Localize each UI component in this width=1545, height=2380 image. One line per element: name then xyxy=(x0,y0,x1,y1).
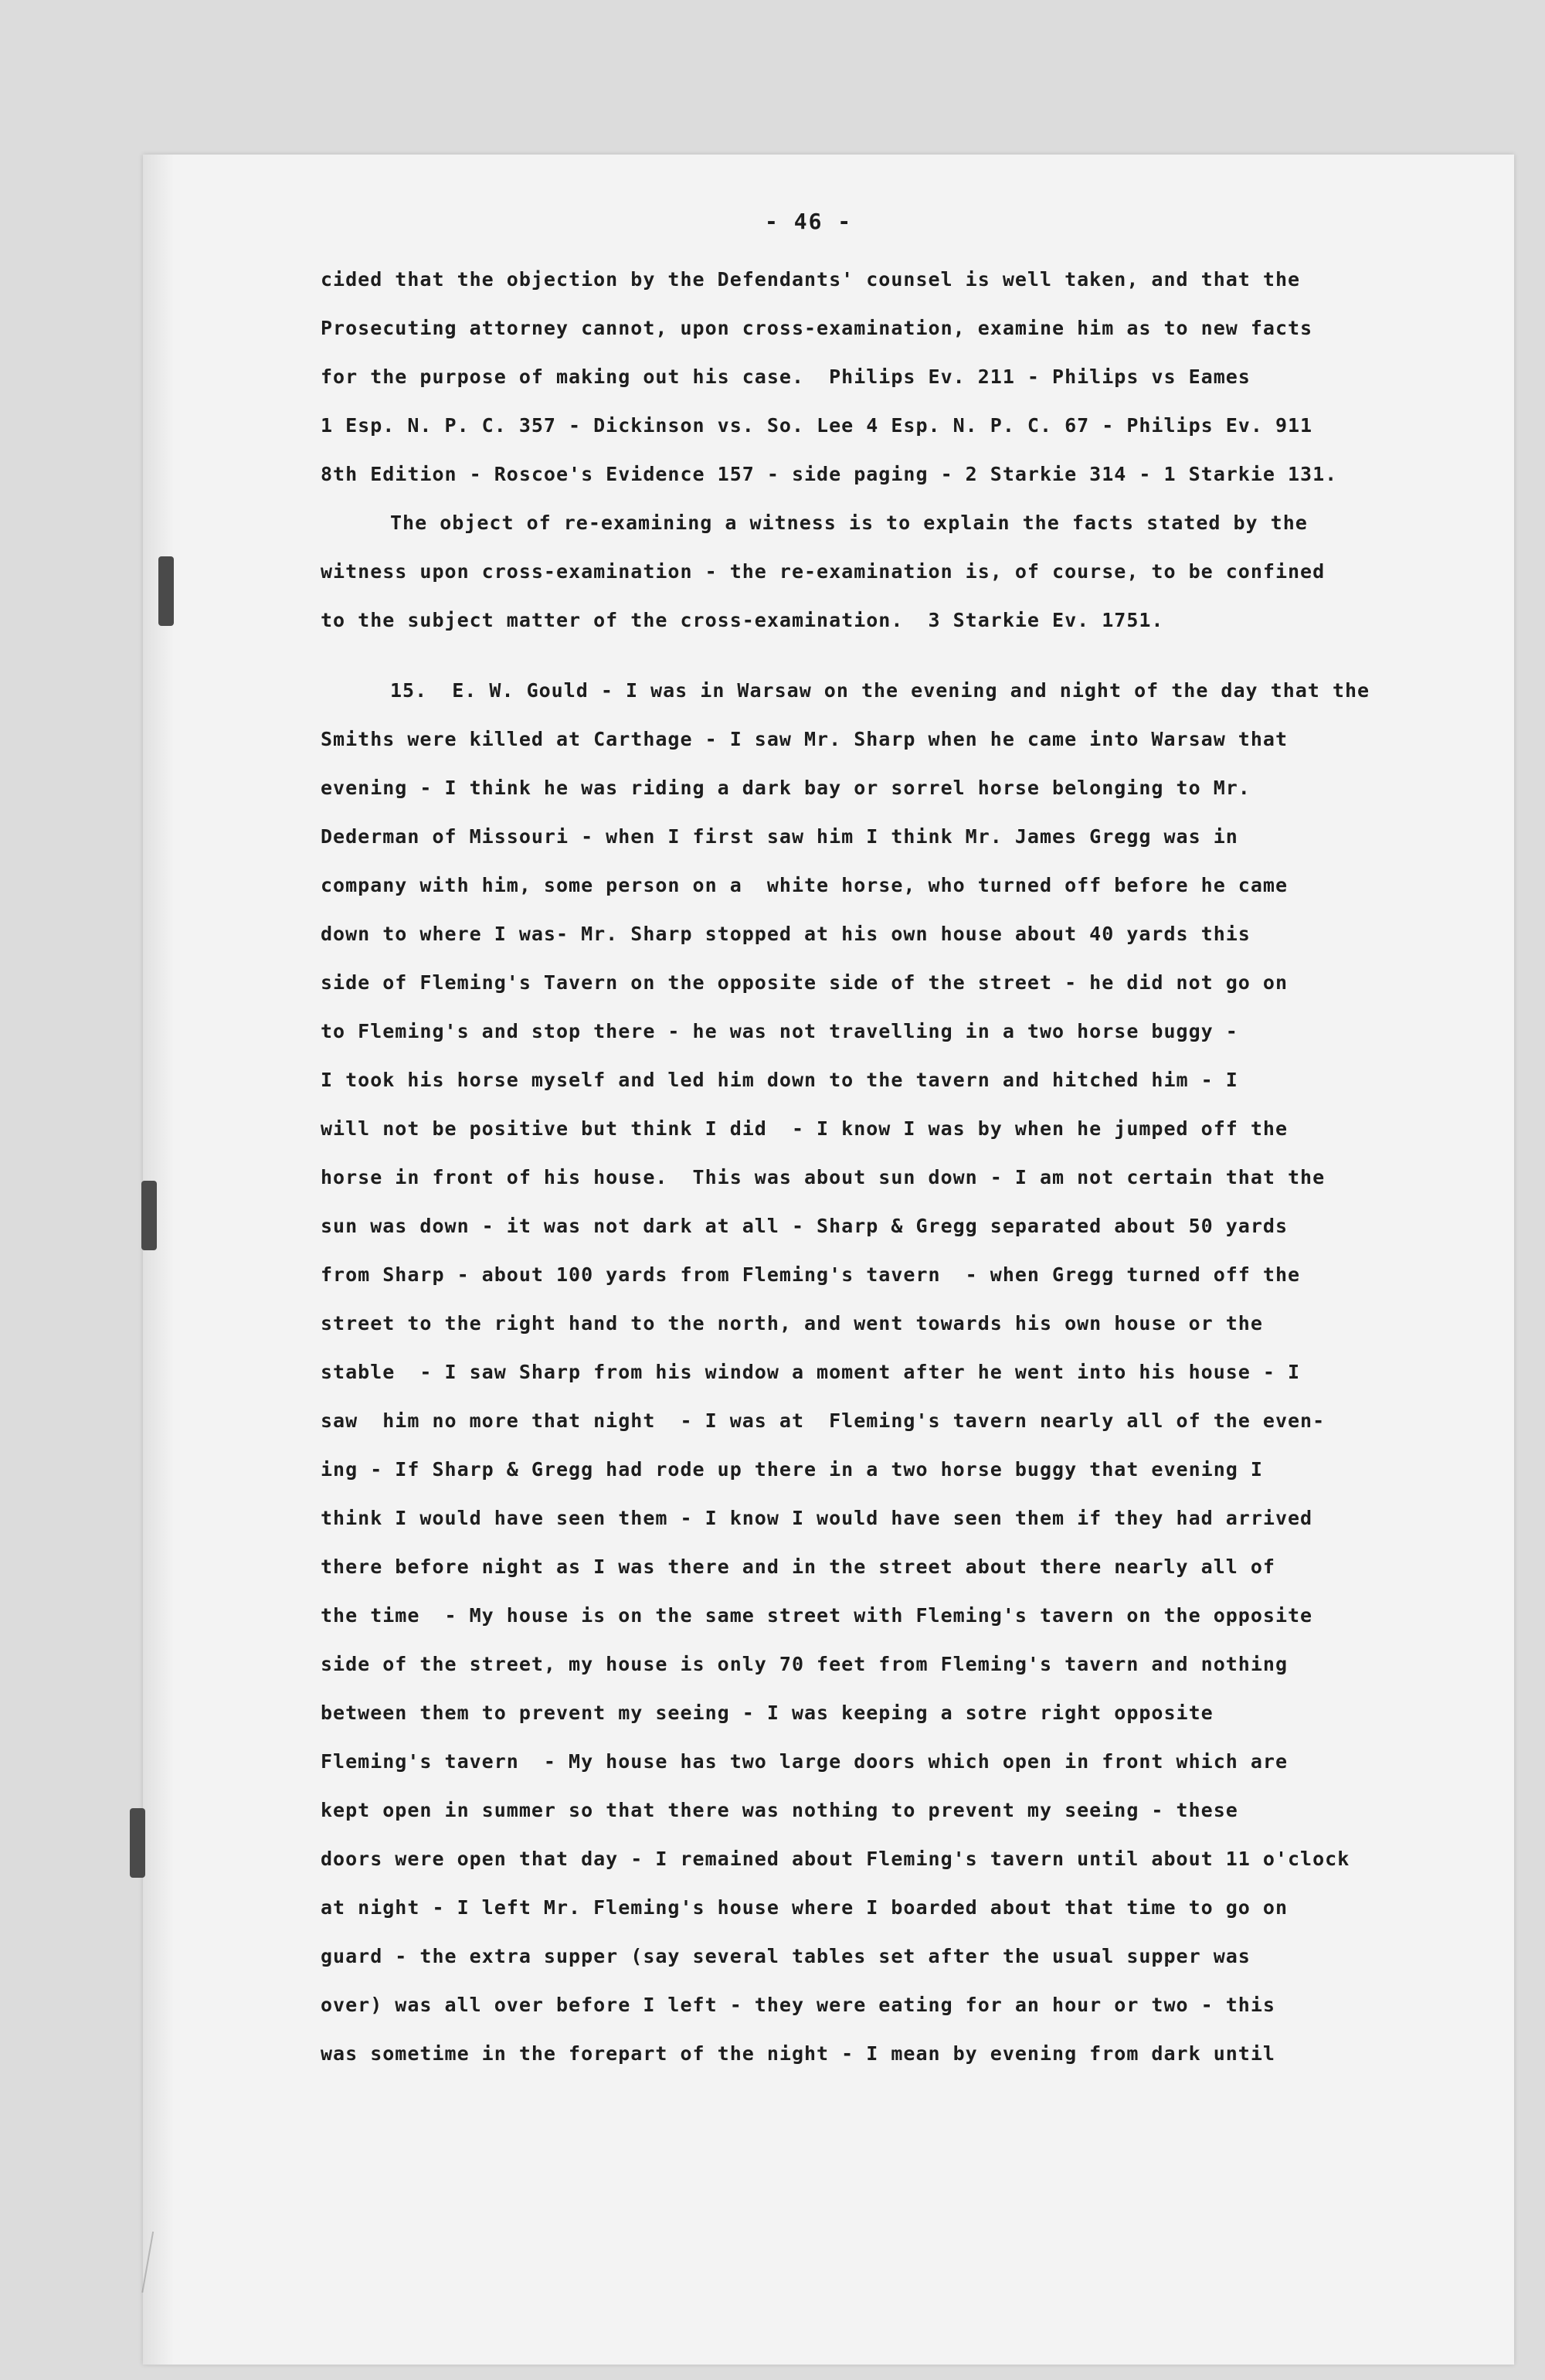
text-line: 8th Edition - Roscoe's Evidence 157 - side paging - 2 Starkie 314 - 1 Starkie 131. xyxy=(321,463,1338,485)
text-line: I took his horse myself and led him down to the tavern and hitched him - I xyxy=(321,1069,1238,1091)
binder-hole-mark-top xyxy=(158,556,174,626)
text-line: sun was down - it was not dark at all - Sharp & Gregg separated about 50 yards xyxy=(321,1215,1288,1237)
text-line: to the subject matter of the cross-examination. 3 Starkie Ev. 1751. xyxy=(321,609,1164,631)
text-line: 1 Esp. N. P. C. 357 - Dickinson vs. So. Lee 4 Esp. N. P. C. 67 - Philips Ev. 911 xyxy=(321,414,1313,437)
text-line: side of the street, my house is only 70 feet from Fleming's tavern and nothing xyxy=(321,1653,1288,1675)
text-line: 15. E. W. Gould - I was in Warsaw on the evening and night of the day that the xyxy=(390,679,1370,702)
text-line: the time - My house is on the same street with Fleming's tavern on the opposite xyxy=(321,1604,1313,1627)
text-line: was sometime in the forepart of the night - I mean by evening from dark until xyxy=(321,2042,1275,2065)
text-line: evening - I think he was riding a dark bay or sorrel horse belonging to Mr. xyxy=(321,777,1251,799)
text-line: horse in front of his house. This was about sun down - I am not certain that the xyxy=(321,1166,1326,1188)
text-line: company with him, some person on a white horse, who turned off before he came xyxy=(321,874,1288,896)
text-line: kept open in summer so that there was nothing to prevent my seeing - these xyxy=(321,1799,1238,1821)
typed-text-body xyxy=(321,255,1479,2078)
text-line: side of Fleming's Tavern on the opposite side of the street - he did not go on xyxy=(321,971,1288,994)
text-line: between them to prevent my seeing - I was keeping a sotre right opposite xyxy=(321,1702,1214,1724)
text-line: Fleming's tavern - My house has two large doors which open in front which are xyxy=(321,1750,1288,1773)
text-line: saw him no more that night - I was at Fleming's tavern nearly all of the even- xyxy=(321,1409,1326,1432)
text-line: guard - the extra supper (say several tables set after the usual supper was xyxy=(321,1945,1251,1967)
text-line: witness upon cross-examination - the re-examination is, of course, to be confined xyxy=(321,560,1326,583)
binder-hole-mark-middle xyxy=(141,1181,157,1250)
text-line: down to where I was- Mr. Sharp stopped at his own house about 40 yards this xyxy=(321,923,1251,945)
text-line: for the purpose of making out his case. Philips Ev. 211 - Philips vs Eames xyxy=(321,366,1251,388)
text-line: street to the right hand to the north, and went towards his own house or the xyxy=(321,1312,1263,1334)
page-number: - 46 - xyxy=(765,209,853,234)
text-line: Prosecuting attorney cannot, upon cross-examination, examine him as to new facts xyxy=(321,317,1313,339)
text-line: Dederman of Missouri - when I first saw him I think Mr. James Gregg was in xyxy=(321,825,1238,848)
text-line: Smiths were killed at Carthage - I saw Mr. Sharp when he came into Warsaw that xyxy=(321,728,1288,750)
text-line: will not be positive but think I did - I know I was by when he jumped off the xyxy=(321,1117,1288,1140)
binder-hole-mark-bottom xyxy=(130,1808,145,1878)
page-edge-shadow xyxy=(143,155,174,2365)
text-line: doors were open that day - I remained about Fleming's tavern until about 11 o'clock xyxy=(321,1848,1350,1870)
text-line: there before night as I was there and in the street about there nearly all of xyxy=(321,1556,1275,1578)
text-line: cided that the objection by the Defendants' counsel is well taken, and that the xyxy=(321,268,1301,291)
text-line: from Sharp - about 100 yards from Fleming's tavern - when Gregg turned off the xyxy=(321,1263,1301,1286)
text-line: The object of re-examining a witness is to explain the facts stated by the xyxy=(390,512,1308,534)
text-line: stable - I saw Sharp from his window a moment after he went into his house - I xyxy=(321,1361,1301,1383)
text-line: over) was all over before I left - they were eating for an hour or two - this xyxy=(321,1994,1275,2016)
text-line: think I would have seen them - I know I would have seen them if they had arrived xyxy=(321,1507,1313,1529)
text-line: to Fleming's and stop there - he was not travelling in a two horse buggy - xyxy=(321,1020,1238,1042)
text-line: ing - If Sharp & Gregg had rode up there in a two horse buggy that evening I xyxy=(321,1458,1263,1481)
text-line: at night - I left Mr. Fleming's house where I boarded about that time to go on xyxy=(321,1896,1288,1919)
